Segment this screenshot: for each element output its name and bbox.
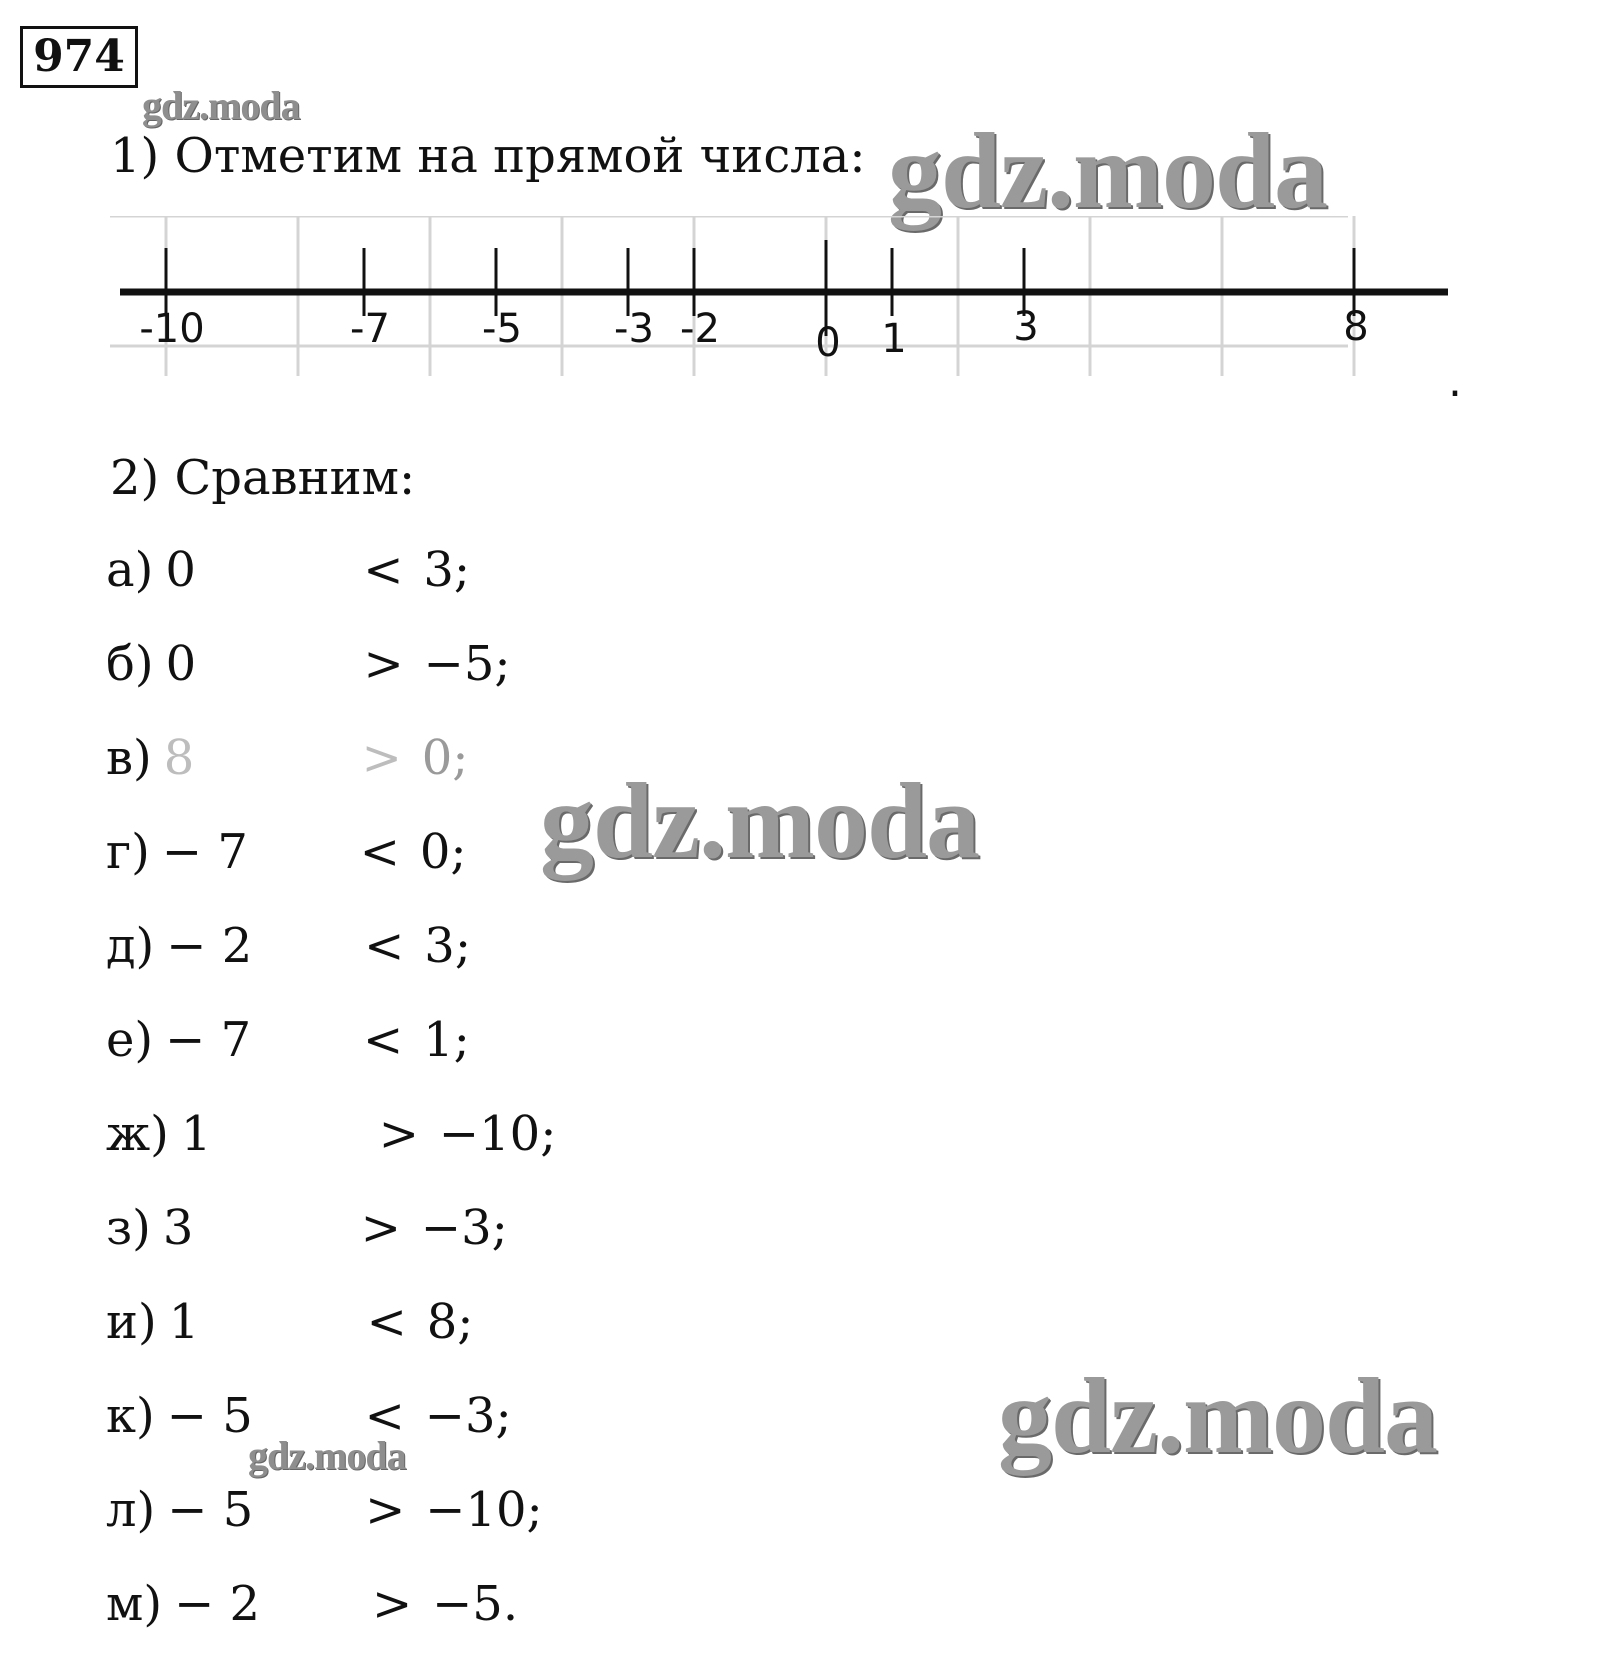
comparison-sign: > — [360, 1200, 402, 1256]
comparison-label: м) — [106, 1576, 163, 1632]
comparison-sign: > — [363, 636, 404, 692]
comparison-right: 3; — [423, 542, 471, 598]
comparison-sign: < — [359, 824, 400, 880]
comparison-sign: > — [378, 1106, 419, 1162]
comparison-label: ж) — [106, 1106, 169, 1162]
comparison-label: в) — [106, 730, 152, 786]
comparison-right: 0; — [419, 824, 467, 880]
comparison-label: и) — [106, 1294, 157, 1350]
comparison-right: 1; — [423, 1012, 470, 1068]
tick-label: -10 — [139, 306, 205, 352]
number-line-grid — [110, 216, 1354, 376]
tick-label: -5 — [482, 306, 522, 352]
tick-label: -2 — [680, 306, 720, 352]
tick-label: -3 — [614, 306, 654, 352]
comparison-zh — [106, 1104, 556, 1164]
comparison-right: −5. — [432, 1576, 519, 1632]
tick-label: -7 — [350, 306, 390, 352]
comparison-d — [106, 916, 471, 976]
comparison-label: л) — [106, 1482, 156, 1538]
number-line — [110, 216, 1470, 406]
part2-heading: 2) Сравним: — [110, 450, 416, 506]
comparison-right: −3; — [424, 1388, 512, 1444]
comparison-left: − 7 — [165, 1012, 252, 1068]
comparison-sign: > — [365, 1482, 406, 1538]
comparison-left: 8 — [163, 730, 195, 786]
comparison-i — [106, 1292, 473, 1352]
comparison-label: к) — [106, 1388, 155, 1444]
number-line-end-dot: . — [1448, 356, 1462, 406]
comparison-right: −10; — [438, 1106, 557, 1162]
comparison-v — [106, 728, 468, 788]
tick-label: 0 — [815, 320, 841, 366]
comparison-sign: < — [363, 542, 404, 598]
comparison-left: 0 — [165, 542, 196, 598]
comparison-m — [106, 1574, 518, 1634]
comparison-b — [106, 634, 511, 694]
watermark-small-bottom: gdz.moda — [248, 1433, 406, 1478]
tick-label: 1 — [881, 316, 907, 362]
comparison-sign: < — [363, 1012, 404, 1068]
comparison-right: −3; — [420, 1200, 508, 1256]
comparison-label: г) — [106, 824, 150, 880]
comparison-sign: > — [361, 730, 402, 786]
watermark-large-bottom: gdz.moda — [998, 1357, 1438, 1476]
comparison-left: − 7 — [161, 824, 248, 880]
comparison-left: − 5 — [166, 1388, 253, 1444]
tick-label: 8 — [1343, 304, 1369, 350]
comparison-right: 8; — [426, 1294, 474, 1350]
comparison-sign: < — [366, 1294, 407, 1350]
comparison-sign: < — [364, 918, 405, 974]
comparison-right: 0; — [421, 730, 469, 786]
comparison-left: 1 — [180, 1106, 212, 1162]
comparison-sign: > — [371, 1576, 413, 1632]
comparison-a — [106, 540, 470, 600]
watermark-large-top: gdz.moda — [888, 112, 1328, 231]
comparison-left: 0 — [165, 636, 197, 692]
comparison-label: б) — [106, 636, 154, 692]
comparison-left: − 2 — [166, 918, 253, 974]
comparison-l — [106, 1480, 543, 1540]
comparison-label: д) — [106, 918, 155, 974]
comparison-label: з) — [106, 1200, 151, 1256]
comparison-right: 3; — [424, 918, 471, 974]
comparison-right: −5; — [423, 636, 511, 692]
comparison-left: 1 — [168, 1294, 200, 1350]
watermark-small-top: gdz.moda — [142, 83, 300, 128]
comparison-left: − 2 — [174, 1576, 261, 1632]
comparison-sign: < — [364, 1388, 405, 1444]
comparison-left: 3 — [162, 1200, 194, 1256]
comparison-left: − 5 — [167, 1482, 254, 1538]
watermark-large-middle: gdz.moda — [540, 762, 980, 881]
comparison-label: е) — [106, 1012, 154, 1068]
comparison-e — [106, 1010, 470, 1070]
part1-heading: 1) Отметим на прямой числа: — [110, 128, 866, 184]
comparison-right: −10; — [425, 1482, 543, 1538]
tick-label: 3 — [1013, 304, 1039, 350]
comparison-g — [106, 822, 467, 882]
task-number: 974 — [20, 26, 138, 88]
comparison-k — [106, 1386, 512, 1446]
comparison-z — [106, 1198, 508, 1258]
comparison-label: а) — [106, 542, 154, 598]
